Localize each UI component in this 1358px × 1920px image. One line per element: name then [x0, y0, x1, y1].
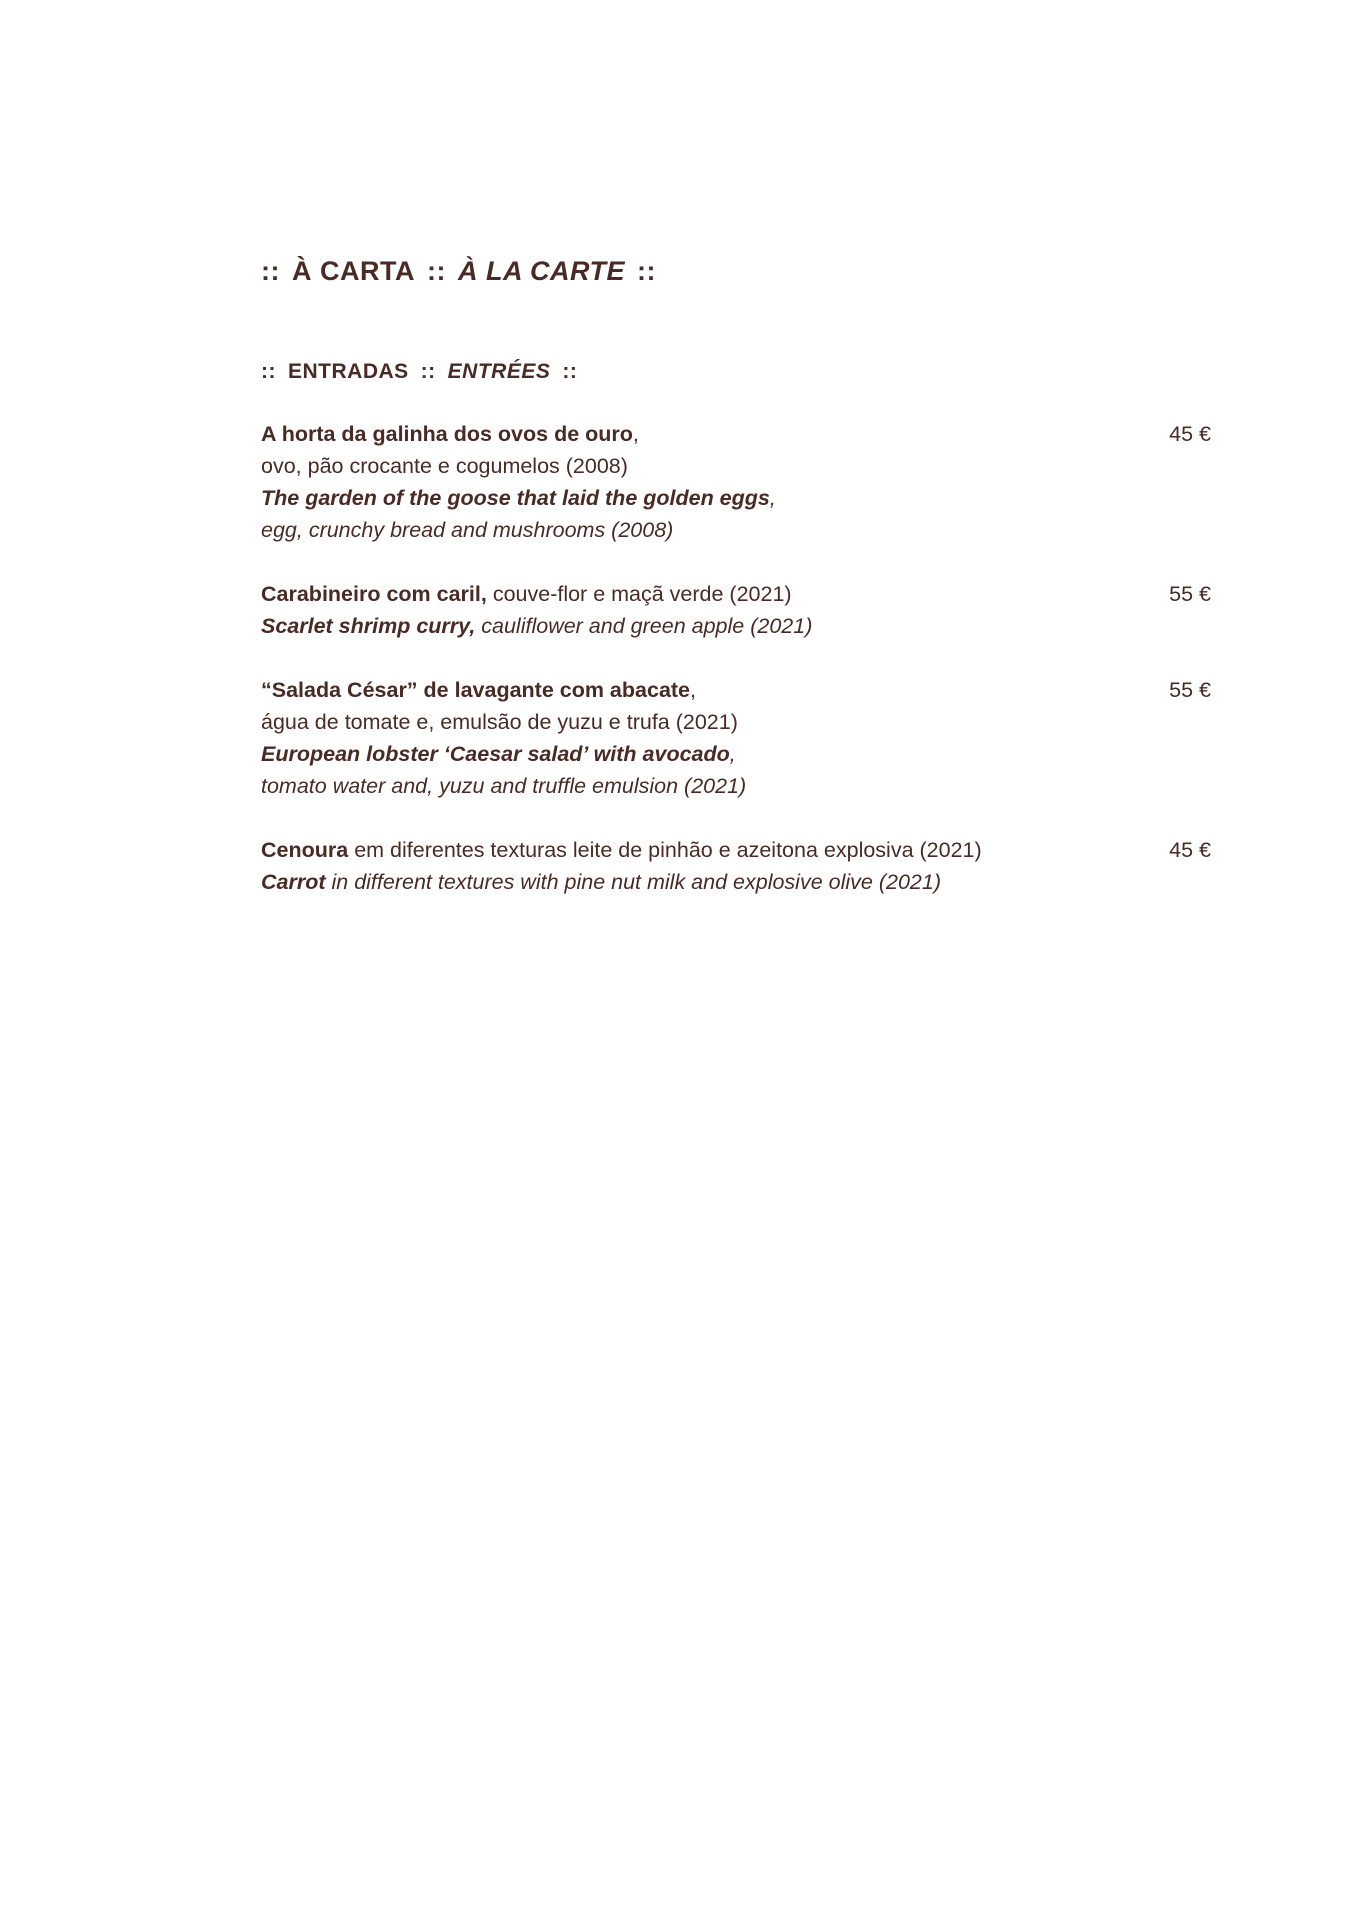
menu-item [261, 834, 1211, 898]
section-name-fr: ENTRÉES [447, 360, 551, 383]
item-price: 45 € [1169, 838, 1211, 862]
dish-name-en: European lobster ‘Caesar salad’ with avocado [261, 742, 730, 766]
dish-name-pt: Carabineiro com caril, [261, 582, 487, 606]
dish-name-en: Carrot [261, 870, 326, 894]
item-description-en [261, 514, 1121, 546]
description-text: cauliflower and green apple (2021) [475, 614, 813, 638]
dish-name-pt: Cenoura [261, 838, 349, 862]
description-text: água de tomate e, emulsão de yuzu e trufa (2021) [261, 710, 738, 734]
item-price: 45 € [1169, 422, 1211, 446]
item-description-en [261, 482, 1121, 514]
item-description-en [261, 770, 1121, 802]
section-heading [261, 356, 577, 388]
description-text: egg, crunchy bread and mushrooms (2008) [261, 518, 674, 542]
item-price: 55 € [1169, 678, 1211, 702]
section-separator: :: [261, 360, 276, 383]
item-description-pt [261, 450, 1121, 482]
dish-name-en: Scarlet shrimp curry, [261, 614, 476, 638]
description-text: couve-flor e maçã verde (2021) [486, 582, 792, 606]
title-pt: À CARTA [291, 256, 415, 286]
item-description-pt [261, 706, 1121, 738]
item-price: 55 € [1169, 582, 1211, 606]
description-text: ovo, pão crocante e cogumelos (2008) [261, 454, 628, 478]
item-description-en [261, 738, 1121, 770]
menu-item [261, 418, 1211, 546]
item-description-pt [261, 674, 1121, 706]
description-text: , [769, 486, 776, 510]
menu-item [261, 578, 1211, 642]
section-separator: :: [562, 360, 578, 383]
description-text: , [632, 422, 639, 446]
page-title [261, 250, 1211, 292]
dish-name-pt: A horta da galinha dos ovos de ouro [261, 422, 633, 446]
item-description-en [261, 866, 1121, 898]
description-text: in different textures with pine nut milk and explosive olive (2021) [325, 870, 941, 894]
section-separator: :: [420, 360, 436, 383]
section-name-pt: ENTRADAS [288, 360, 409, 383]
menu-item [261, 674, 1211, 802]
item-description-pt [261, 834, 1121, 866]
description-text: em diferentes texturas leite de pinhão e azeitona explosiva (2021) [348, 838, 982, 862]
title-fr: À LA CARTE [457, 256, 625, 286]
description-text: , [690, 678, 696, 702]
dish-name-en: The garden of the goose that laid the golden eggs [261, 486, 770, 510]
menu-items-list [261, 418, 1211, 898]
title-separator: :: [636, 256, 656, 286]
title-separator: :: [261, 256, 280, 286]
description-text: tomato water and, yuzu and truffle emulsion (2021) [261, 774, 747, 798]
menu-content [261, 250, 1211, 894]
title-separator: :: [426, 256, 446, 286]
item-description-pt [261, 418, 1121, 450]
description-text: , [729, 742, 736, 766]
dish-name-pt: “Salada César” de lavagante com abacate [261, 678, 691, 702]
item-description-en [261, 610, 1121, 642]
item-description-pt [261, 578, 1121, 610]
